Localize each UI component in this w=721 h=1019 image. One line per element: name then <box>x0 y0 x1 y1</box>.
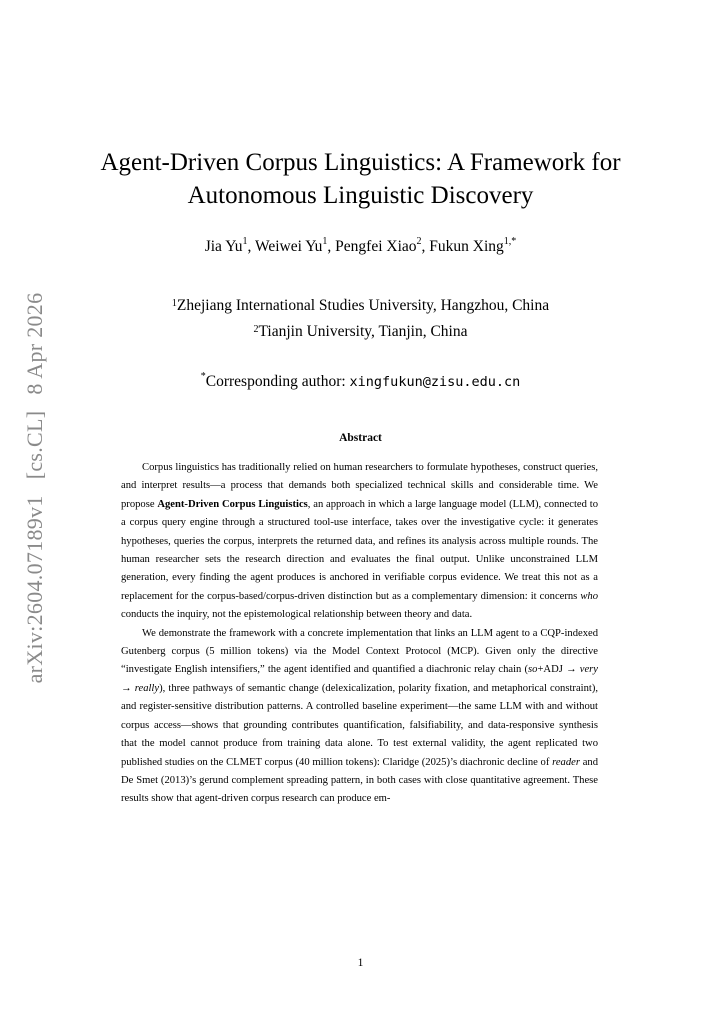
abstract-paragraph-2: We demonstrate the framework with a concrete implementation that links an LLM agent to a CQP-indexed Gutenberg corpus (5 million tokens) via the Model Context Protocol (MCP). Given only the directive “investigate English intensifiers,” the agent identified and quantified a diachronic relay chain (so+ADJ → very → really), three pathways of semantic change (delexicalization, polarity fixation, and metaphorical constraint), and register-sensitive distribution patterns. A controlled baseline experiment—the same LLM with and without corpus access—shows that grounding contributes quantification, falsifiability, and data-responsive synthesis that the model cannot produce from training data alone. To test external validity, the agent replicated two published studies on the CLMET corpus (40 million tokens): Claridge (2025)’s diachronic decline of reader and De Smet (2013)’s gerund complement spreading pattern, in both cases with close quantitative agreement. These results show that agent-driven corpus research can produce em- <box>121 627 599 805</box>
affiliation-text: Tianjin University, Tianjin, China <box>258 323 468 340</box>
affiliation-line <box>0 319 721 345</box>
author-affiliation-marker: 2 <box>416 236 422 247</box>
corresponding-marker: * <box>200 371 206 382</box>
author-name: Weiwei Yu <box>254 238 323 255</box>
abstract-heading: Abstract <box>339 432 382 444</box>
abstract-body <box>121 459 598 809</box>
author-affiliation-marker: 1 <box>242 236 248 247</box>
corresponding-label: Corresponding author: <box>205 373 350 390</box>
arxiv-id[interactable]: arXiv:2604.07189v1 <box>22 495 47 684</box>
framework-name: Agent-Driven Corpus Linguistics <box>157 498 308 510</box>
paper-title <box>0 146 721 212</box>
author-name: Jia Yu <box>204 238 243 255</box>
author-affiliation-marker: 1,* <box>503 236 517 247</box>
corresponding-email[interactable]: xingfukun@zisu.edu.cn <box>349 374 521 390</box>
affiliation-text: Zhejiang International Studies University, Hangzhou, China <box>176 297 550 314</box>
title-line-2: Autonomous Linguistic Discovery <box>187 182 534 209</box>
title-line-1: Agent-Driven Corpus Linguistics: A Framework for <box>100 149 621 176</box>
corresponding-author <box>0 373 721 391</box>
page-number: 1 <box>357 957 364 969</box>
arxiv-date: 8 Apr 2026 <box>22 292 47 395</box>
abstract-paragraph-1: Corpus linguistics has traditionally relied on human researchers to formulate hypotheses, construct queries, and interpret results—a process that demands both specialized technical skills and considerable time. We propose Agent-Driven Corpus Linguistics, an approach in which a large language model (LLM), connected to a corpus query engine through a structured tool-use interface, takes over the investigative cycle: it generates hypotheses, queries the corpus, interprets the returned data, and refines its analysis across multiple rounds. The human researcher sets the research direction and evaluates the final output. Unlike unconstrained LLM generation, every finding the agent produces is anchored in verifiable corpus evidence. We treat this not as a replacement for the corpus-based/corpus-driven distinction but as a complementary dimension: it concerns who conducts the inquiry, not the epistemological relationship between theory and data. <box>121 462 598 621</box>
affiliations <box>0 293 721 345</box>
author-name: Pengfei Xiao <box>335 238 417 255</box>
author-affiliation-marker: 1 <box>322 236 328 247</box>
arxiv-category: [cs.CL] <box>22 410 47 480</box>
affiliation-line <box>0 293 721 319</box>
affiliation-marker: 1 <box>171 298 177 309</box>
author-list: Jia Yu$^1$, Weiwei Yu$^1$, Pengfei Xiao$^2$, Fukun Xing$^{1,*}$ <box>204 236 517 255</box>
affiliation-marker: 2 <box>253 324 259 335</box>
author-name: Fukun Xing <box>429 238 504 255</box>
